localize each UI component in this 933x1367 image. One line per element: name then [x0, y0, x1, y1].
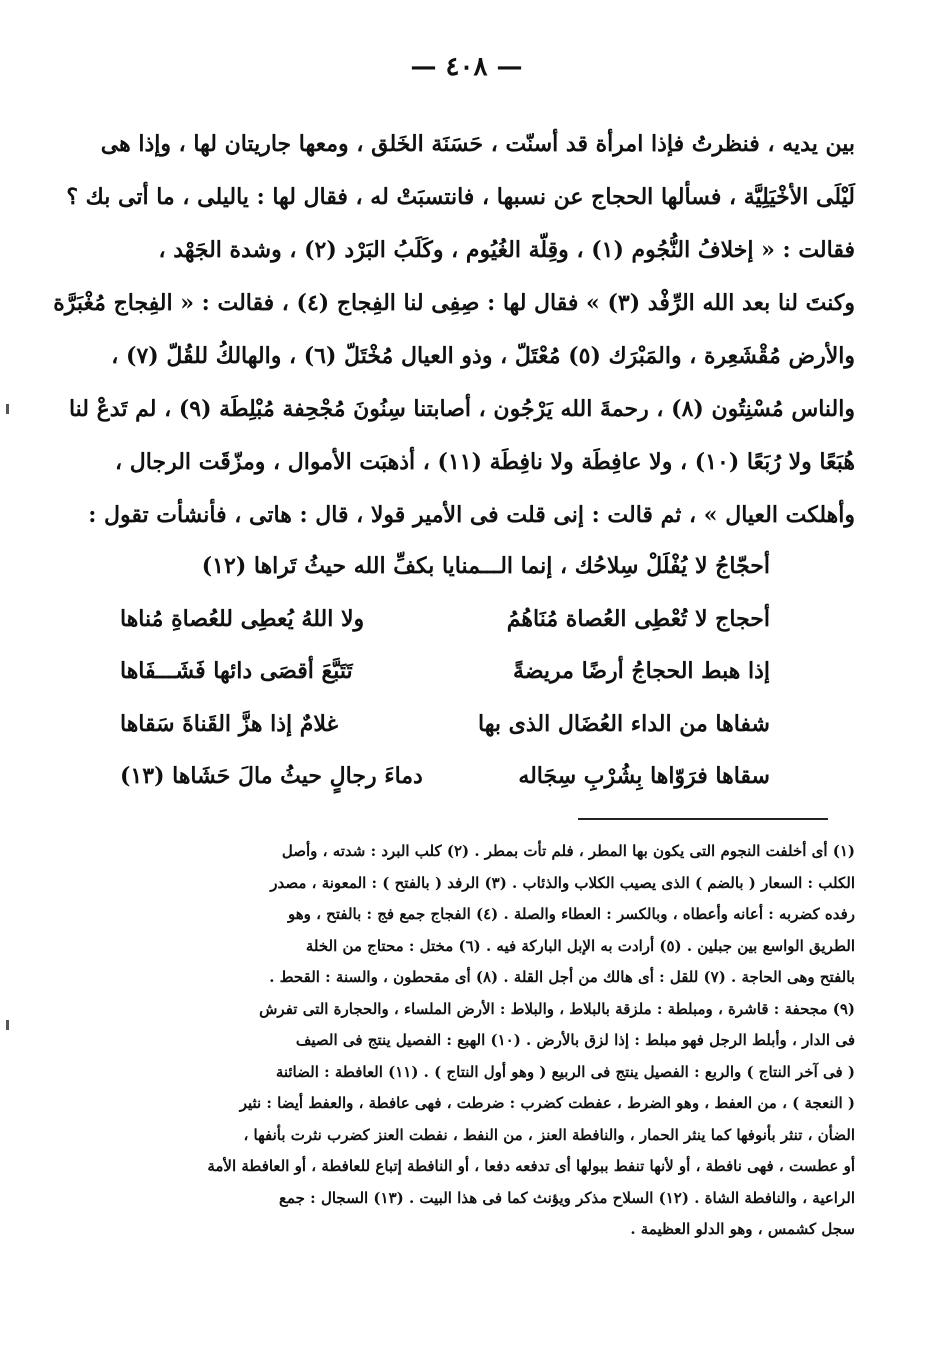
text-line: وأهلكت العيال » ، ثم قالت : إنى قلت فى الأمير قولا ، قال : هاتى ، فأنشأت تقول : — [88, 502, 855, 528]
footnote-line: أو عطست ، فهى نافطة ، أو لأنها تنفط ببولها أى تدفعه دفعا ، أو النافطة إتباع للعافطة ، أو العافطة الأمة — [207, 1157, 855, 1175]
footnote-line: الضأن ، تنثر بأنوفها كما ينثر الحمار ، والنافطة العنز ، من النفط ، نفطت العنز كضرب نثرت بأنفها ، — [243, 1125, 855, 1144]
footnote-line: الراعية ، والنافطة الشاة . (١٢) السلاح مذكر ويؤنث كما فى هذا البيت . (١٣) السجال : جمع — [279, 1188, 855, 1207]
footnote-line: الكلب : السعار ( بالضم ) الذى يصيب الكلاب والذئاب . (٣) الرفد ( بالفتح ) : المعونة ، مصدر — [270, 873, 855, 892]
text-line: بين يديه ، فنظرتُ فإذا امرأة قد أسنّت ، حَسَنَة الخَلق ، ومعها جاريتان لها ، وإذا هى — [100, 131, 855, 157]
verse-line — [120, 540, 770, 593]
verse-line — [120, 645, 770, 698]
main-text — [53, 118, 855, 542]
verse-first-hemistich: شفاها من الداء العُضَال الذى بها — [478, 710, 770, 737]
page-number: — ٤٠٨ — — [410, 52, 523, 82]
footnote-line: سجل كشمس ، وهو الدلو العظيمة . — [630, 1220, 855, 1238]
verse-second-hemistich: تَتَبَّعَ أقصَى دائها فَشَـــفَاها — [120, 658, 353, 684]
verse-second-hemistich: غلامٌ إذا هزَّ القَناةَ سَقاها — [120, 710, 339, 737]
footnote-line: ( فى آخر النتاج ) والربع : الفصيل ينتج فى الربيع ( وهو أول النتاج ) . (١١) العافطة : الضائنة — [275, 1062, 855, 1081]
verse-second-hemistich: ولا اللهُ يُعطِى للعُصاةِ مُناها — [120, 605, 365, 632]
text-line: والأرض مُقْشَعِرة ، والمَبْرَك (٥) مُعْتَلّ ، وذو العيال مُخْتَلّ (٦) ، والهالكُ للقُلّ (٧) ، — [111, 343, 855, 369]
verse-line — [120, 593, 770, 646]
verse-line — [120, 750, 770, 803]
footnote-line: رفده كضربه : أعانه وأعطاه ، وبالكسر : العطاء والصلة . (٤) الفجاج جمع فج : بالفتح ، وهو — [287, 905, 855, 923]
poem — [120, 540, 770, 803]
text-line: فقالت : « إخلافُ النُّجُوم (١) ، وقِلّة الغُيُوم ، وكَلَبُ البَرْد (٢) ، وشدة الجَهْد ، — [158, 237, 855, 263]
scan-artifact — [6, 404, 9, 414]
text-line: هُبَعًا ولا رُبَعًا (١٠) ، ولا عافِطَة ولا نافِطَة (١١) ، أذهبَت الأموال ، ومزّقَت الرجال ، — [115, 449, 855, 475]
text-line: وكنتَ لنا بعد الله الرِّفْد (٣) » فقال لها : صِفِى لنا الفِجاج (٤) ، فقالت : « الفِجاج مُغْبَرَّة — [53, 290, 855, 316]
footnotes — [75, 836, 855, 1246]
text-line: والناس مُسْنِتُون (٨) ، رحمةَ الله يَرْجُون ، أصابتنا سِنُونَ مُجْحِفة مُبْلِطَة (٩) ، لم تَدعْ لنا — [68, 396, 855, 422]
footnote-line: (١) أى أخلفت النجوم التى يكون بها المطر ، فلم تأت بمطر . (٢) كلب البرد : شدته ، وأصل — [281, 842, 855, 860]
text-line: لَيْلَى الأخْيَلِيَّة ، فسألها الحجاج عن نسبها ، فانتسبَتْ له ، فقال لها : ياليلى ، ما أتى بك ؟ — [66, 184, 855, 210]
footnote-line: بالفتح وهى الحاجة . (٧) للقل : أى هالك من أجل القلة . (٨) أى مقحطون ، والسنة : القحط . — [269, 968, 855, 986]
footnote-line: (٩) مجحفة : قاشرة ، ومبلطة : ملزقة بالبلاط ، والبلاط : الأرض الملساء ، والحجارة التى تفرش — [259, 999, 855, 1018]
footnote-line: فى الدار ، وأبلط الرجل فهو مبلط : إذا لزق بالأرض . (١٠) الهبع : الفصيل ينتج فى الصيف — [295, 1031, 855, 1049]
verse-full: أحجّاجُ لا يُفْلَلْ سِلاحُك ، إنما الـــمنايا بكفِّ الله حيثُ تَراها (١٢) — [201, 553, 770, 579]
footnote-line: ( النعجة ) ، من العفط ، وهو الضرط ، عفطت كضرب : ضرطت ، فهى عافطة ، والعفط أيضا : نثير — [239, 1094, 855, 1112]
footnote-line: الطريق الواسع بين جبلين . (٥) أرادت به الإبل الباركة فيه . (٦) مختل : محتاج من الخلة — [305, 936, 855, 955]
verse-first-hemistich: أحجاج لا تُعْطِى العُصاة مُنَاهُمُ — [506, 605, 770, 632]
scan-artifact — [6, 1020, 9, 1030]
verse-first-hemistich: سقاها فرَوّاها بِشُرْبِ سِجَاله — [518, 763, 770, 789]
verse-line — [120, 698, 770, 751]
verse-second-hemistich: دماءَ رجالٍ حيثُ مالَ حَشَاها (١٣) — [120, 763, 423, 789]
footnote-divider — [578, 818, 828, 820]
verse-first-hemistich: إذا هبط الحجاجُ أرضًا مريضةً — [513, 658, 770, 684]
